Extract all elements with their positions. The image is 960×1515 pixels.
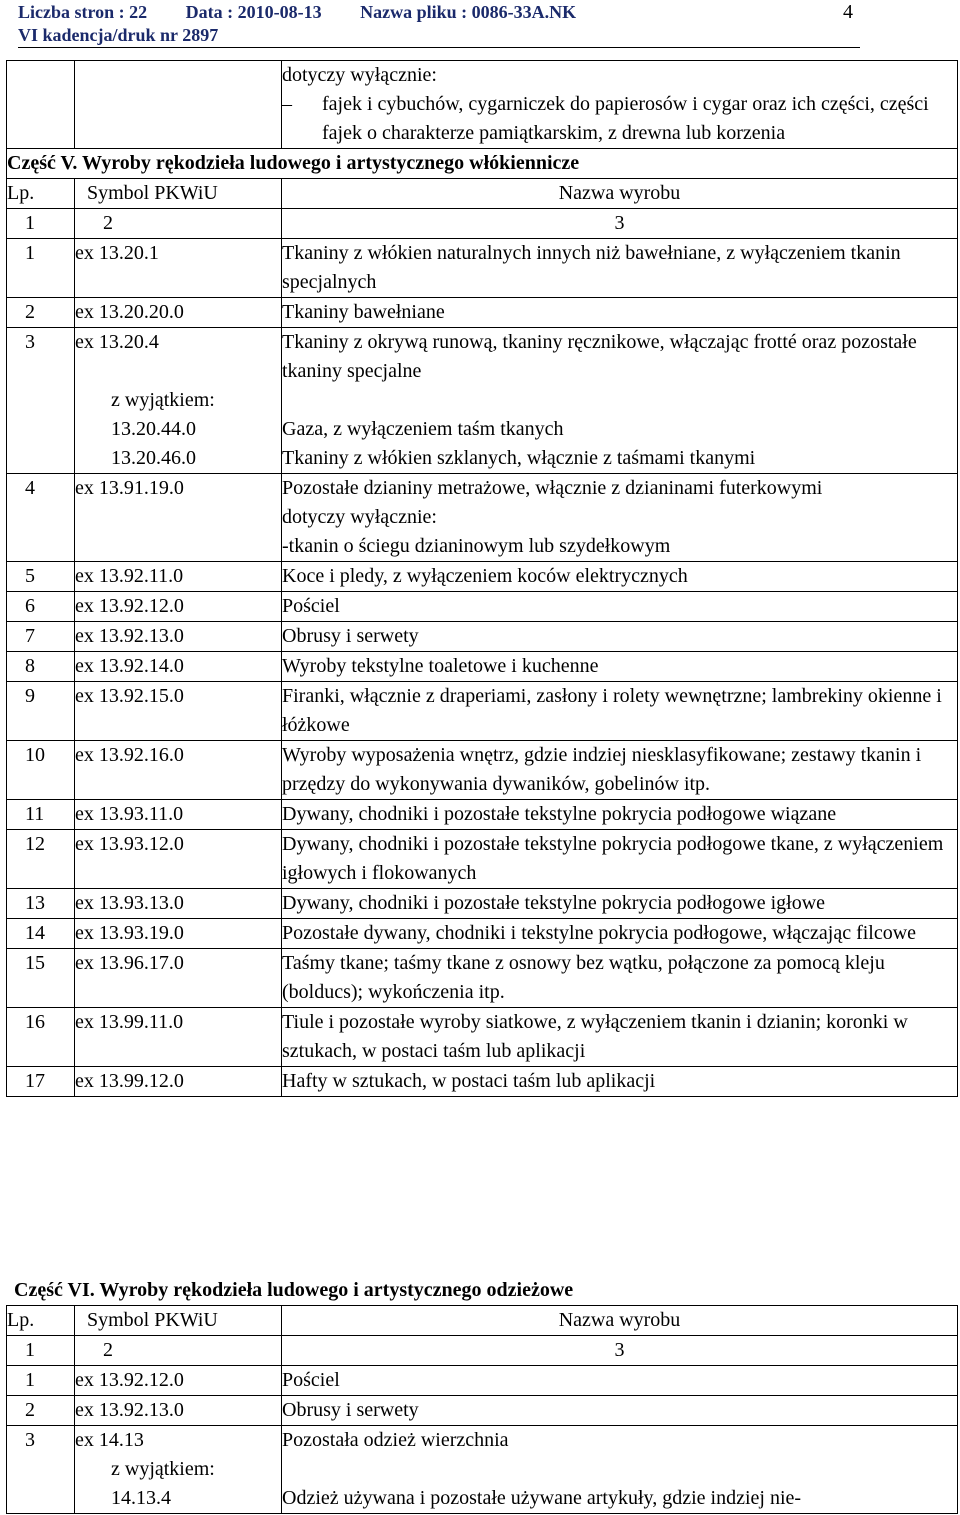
col-name-header: Nazwa wyrobu <box>282 1306 958 1336</box>
table-row: 7 ex 13.92.13.0 Obrusy i serwety <box>7 622 958 652</box>
table-row: 1 ex 13.20.1 Tkaniny z włókien naturalnych innych niż bawełniane, z wyłączeniem tkanin specjalnych <box>7 239 958 298</box>
table-row: 3 ex 14.13 z wyjątkiem: 14.13.4 Pozostała odzież wierzchnia Odzież używana i pozostałe używane artykuły, gdzie indziej nie- <box>7 1426 958 1514</box>
col-symbol-header: Symbol PKWiU <box>75 179 282 209</box>
document-date: Data : 2010-08-13 <box>185 2 322 22</box>
table-row: 16 ex 13.99.11.0 Tiule i pozostałe wyroby siatkowe, z wyłączeniem tkanin i dzianin; koronki w sztukach, w postaci taśm lub aplikacji <box>7 1008 958 1067</box>
table-row: 17 ex 13.99.12.0 Hafty w sztukach, w postaci taśm lub aplikacji <box>7 1067 958 1097</box>
section5-table <box>6 60 958 1097</box>
table-row: 1 ex 13.92.12.0 Pościel <box>7 1366 958 1396</box>
table-row: 5 ex 13.92.11.0 Koce i pledy, z wyłączeniem koców elektrycznych <box>7 562 958 592</box>
table-row: 4 ex 13.91.19.0 Pozostałe dzianiny metrażowe, włącznie z dzianinami futerkowymi dotyczy wyłącznie: -tkanin o ściegu dzianinowym lub szydełkowym <box>7 474 958 562</box>
section6-number-row: 1 2 3 <box>7 1336 958 1366</box>
table-row: 8 ex 13.92.14.0 Wyroby tekstylne toaletowe i kuchenne <box>7 652 958 682</box>
print-number: VI kadencja/druk nr 2897 <box>18 25 219 45</box>
col-symbol-header: Symbol PKWiU <box>75 1306 282 1336</box>
continuation-intro: dotyczy wyłącznie: <box>282 64 437 86</box>
table-row: 12 ex 13.93.12.0 Dywany, chodniki i pozostałe tekstylne pokrycia podłogowe tkane, z wyłączeniem igłowych i flokowanych <box>7 830 958 889</box>
table-row: 11 ex 13.93.11.0 Dywany, chodniki i pozostałe tekstylne pokrycia podłogowe wiązane <box>7 800 958 830</box>
header-rule <box>18 47 860 48</box>
continuation-item: – fajek i cybuchów, cygarniczek do papierosów i cygar oraz ich części, części fajek o charakterze pamiątkarskim, z drewna lub korzenia <box>282 93 929 144</box>
section6-table <box>6 1305 958 1514</box>
table-row: 3 ex 13.20.4 z wyjątkiem: 13.20.44.0 13.20.46.0 Tkaniny z okrywą runową, tkaniny ręcznikowe, włączając frotté oraz pozostałe tkaniny specjalne Gaza, z wyłączeniem taśm tkanych Tkaniny z włókien szklanych, włącznie z taśmami tkanymi <box>7 328 958 474</box>
section5-header-row <box>7 179 958 209</box>
col-lp-header: Lp. <box>7 179 75 209</box>
table-row: 2 ex 13.20.20.0 Tkaniny bawełniane <box>7 298 958 328</box>
table-row: 14 ex 13.93.19.0 Pozostałe dywany, chodniki i tekstylne pokrycia podłogowe, włączając filcowe <box>7 919 958 949</box>
section6-title: Część VI. Wyroby rękodzieła ludowego i artystycznego odzieżowe <box>14 1279 574 1301</box>
file-name: Nazwa pliku : 0086-33A.NK <box>360 2 577 22</box>
table-row: 6 ex 13.92.12.0 Pościel <box>7 592 958 622</box>
section5-title-row <box>7 149 958 179</box>
document-header-line-1 <box>18 1 860 23</box>
col-name-header: Nazwa wyrobu <box>282 179 958 209</box>
section5-title: Część V. Wyroby rękodzieła ludowego i artystycznego włókiennicze <box>7 149 958 179</box>
table-row: 2 ex 13.92.13.0 Obrusy i serwety <box>7 1396 958 1426</box>
table-row: 13 ex 13.93.13.0 Dywany, chodniki i pozostałe tekstylne pokrycia podłogowe igłowe <box>7 889 958 919</box>
continuation-row <box>7 61 958 149</box>
table-row: 9 ex 13.92.15.0 Firanki, włącznie z draperiami, zasłony i rolety wewnętrzne; lambrekiny okienne i łóżkowe <box>7 682 958 741</box>
document-header-line-2 <box>18 24 860 46</box>
section5-number-row: 1 2 3 <box>7 209 958 239</box>
table-row: 10 ex 13.92.16.0 Wyroby wyposażenia wnętrz, gdzie indziej niesklasyfikowane; zestawy tkanin i przędzy do wykonywania dywaników, gobelinów itp. <box>7 741 958 800</box>
table-row: 15 ex 13.96.17.0 Taśmy tkane; taśmy tkane z osnowy bez wątku, połączone za pomocą kleju (bolducs); wykończenia itp. <box>7 949 958 1008</box>
section6-header-row <box>7 1306 958 1336</box>
col-lp-header: Lp. <box>7 1306 75 1336</box>
page-count: Liczba stron : 22 <box>18 2 148 22</box>
page-number: 4 <box>843 1 853 23</box>
